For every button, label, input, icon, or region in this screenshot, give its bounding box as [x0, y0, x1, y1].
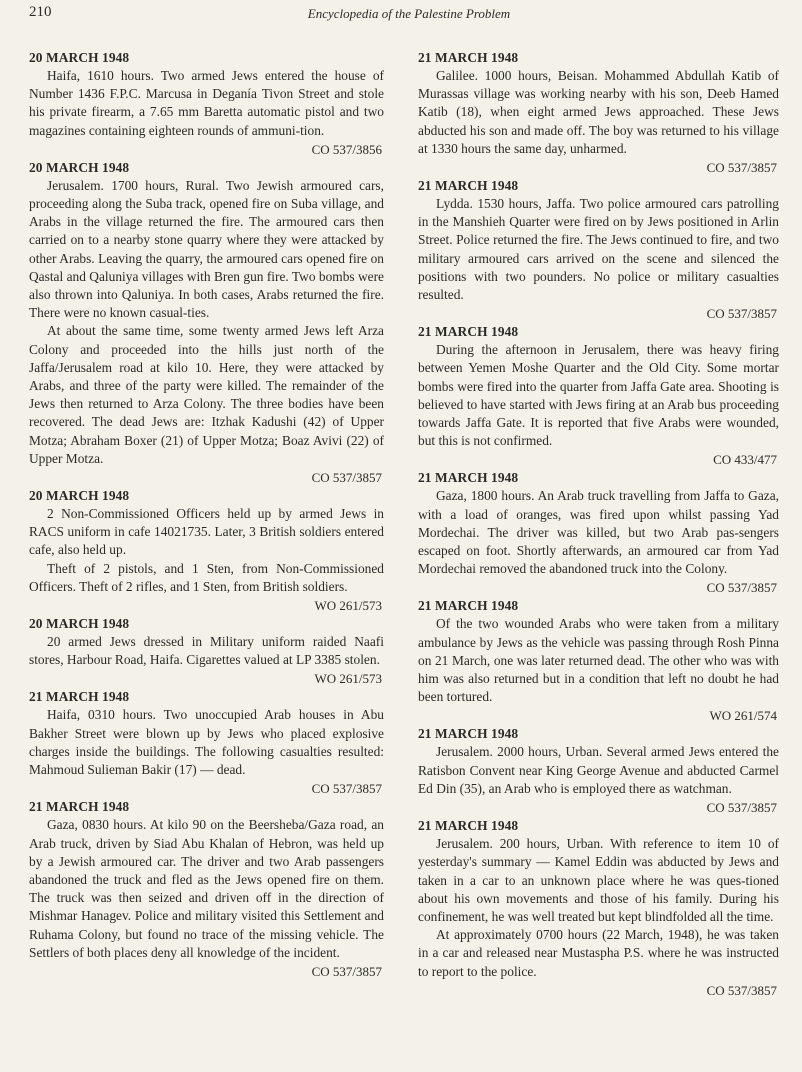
entry — [418, 597, 779, 725]
entry-paragraph: 2 Non-Commissioned Officers held up by armed Jews in RACS uniform in cafe 14021735. Later, 3 British soldiers entered cafe, also held up. — [29, 506, 384, 558]
entry — [29, 688, 384, 798]
entry-paragraph: Haifa, 0310 hours. Two unoccupied Arab houses in Abu Bakher Street were blown up by Jews who placed explosive charges inside the buildings. The following casualties resulted: Mahmoud Sulieman Bakir (17) — dead. — [29, 707, 384, 778]
source-reference: WO 261/574 — [709, 708, 777, 724]
entry — [418, 323, 779, 469]
left-column — [29, 49, 384, 981]
entry-date: 21 MARCH 1948 — [29, 799, 130, 815]
source-reference: CO 537/3857 — [706, 982, 777, 998]
running-title: Encyclopedia of the Palestine Problem — [307, 6, 511, 21]
source-reference: CO 537/3857 — [706, 580, 777, 596]
entry-paragraph: Jerusalem. 1700 hours, Rural. Two Jewish armoured cars, proceeding along the Suba track, opened fire on Suba village, and Arabs in the village returned the fire. The armoured cars then carried on to a nearby stone quarry where they were attacked by other Arabs. Leaving the quarry, the armoured cars opened fire on Qastal and Qaluniya villages with Bren gun fire. Two bombs were also thrown into Qaluniya. In both cases, Arabs returned the fire. There were no known casual-ties. — [29, 177, 384, 321]
entry-date: 20 MARCH 1948 — [29, 616, 130, 632]
source-reference: CO 537/3857 — [706, 800, 777, 816]
entry-date: 20 MARCH 1948 — [29, 50, 130, 65]
entry — [29, 49, 384, 159]
entry — [29, 615, 384, 688]
page-number: 210 — [29, 4, 52, 20]
entry-paragraph: Jerusalem. 200 hours, Urban. With reference to item 10 of yesterday's summary — Kamel Eddin was abducted by Jews and taken in a car to an unknown place where he was ques-tioned about his own movements and those of his family. During his confinement, he was well treated but kept blindfolded all the time. — [418, 836, 779, 924]
entry — [29, 487, 384, 615]
entry-date: 21 MARCH 1948 — [418, 818, 519, 834]
entry — [418, 817, 779, 1000]
source-reference: WO 261/573 — [314, 671, 382, 687]
entry-date: 21 MARCH 1948 — [418, 470, 519, 486]
entry-paragraph: Haifa, 1610 hours. Two armed Jews entered the house of Number 1436 F.P.C. Marcusa in Deganía Tivon Street and stole his private firearm, a 7.65 mm Baretta automatic pistol and two magazines containing eighteen rounds of ammuni-tion. — [29, 68, 384, 138]
entry-date: 21 MARCH 1948 — [418, 598, 519, 614]
source-reference: CO 537/3857 — [706, 160, 777, 176]
source-reference: CO 537/3857 — [311, 470, 382, 486]
entry-paragraph: At about the same time, some twenty armed Jews left Arza Colony and proceeded into the hills just north of the Jaffa/Jerusalem road at kilo 10. Here, they were attacked by Arabs, and three of the party were killed. The remainder of the Jews then returned to Arza Colony. The three bodies have been recovered. The dead Jews are: Itzhak Kadushi (42) of Upper Motza; Abraham Boxer (21) of Upper Motza; Boaz Avivi (22) of Upper Motza. — [29, 323, 384, 466]
source-reference: CO 537/3857 — [311, 781, 382, 797]
entry-paragraph: Gaza, 1800 hours. An Arab truck travelling from Jaffa to Gaza, with a load of oranges, was fired upon whilst passing Yad Mordechai. The driver was killed, but two Arab pas-sengers escaped on foot. Shortly afterwards, an armoured car from Yad Mordechai removed the abandoned truck into the Colony. — [418, 488, 779, 577]
entry-paragraph: Of the two wounded Arabs who were taken from a military ambulance by Jews as the vehicle was passing through Rosh Pinna on 21 March, one was later returned dead. The other who was with him was also returned but in a condition that left no doubt he had been tortured. — [418, 616, 779, 705]
entry-date: 21 MARCH 1948 — [418, 178, 519, 194]
entry-date: 20 MARCH 1948 — [29, 488, 130, 504]
page-header — [29, 4, 789, 26]
entry-paragraph: Lydda. 1530 hours, Jaffa. Two police armoured cars patrolling in the Manshieh Quarter were fired on by Jews positioned in Arlin Street. Police returned the fire. The Jews continued to fire, and two military armoured cars arrived on the scene and silenced the positions with two pounders. No police or military casualties resulted. — [418, 196, 779, 303]
entry-paragraph: 20 armed Jews dressed in Military uniform raided Naafi stores, Harbour Road, Haifa. Cigarettes valued at LP 3385 stolen. — [29, 634, 384, 668]
entry-paragraph: During the afternoon in Jerusalem, there was heavy firing between Yemen Moshe Quarter and the Old City. Some mortar bombs were fired into the quarter from Jaffa Gate area. Shooting is believed to have started with Jews firing at an Arab bus proceeding towards Jaffa Gate. It is reported that five Arabs were wounded, but this is not confirmed. — [418, 342, 779, 449]
entry-date: 21 MARCH 1948 — [418, 50, 519, 65]
entry-paragraph: Theft of 2 pistols, and 1 Sten, from Non-Commissioned Officers. Theft of 2 rifles, and 1 Sten, from British soldiers. — [29, 560, 384, 594]
entry — [418, 725, 779, 817]
entry-date: 20 MARCH 1948 — [29, 159, 130, 175]
entry-date: 21 MARCH 1948 — [418, 726, 519, 742]
entry-date: 21 MARCH 1948 — [418, 324, 519, 340]
source-reference: CO 537/3857 — [706, 306, 777, 322]
source-reference: CO 537/3856 — [311, 141, 382, 157]
source-reference: CO 537/3857 — [311, 963, 382, 979]
entry-paragraph: Jerusalem. 2000 hours, Urban. Several armed Jews entered the Ratisbon Convent near King George Avenue and abducted Carmel Ed Din (35), an Arab who is employed there as watchman. — [418, 744, 779, 796]
entry-date: 21 MARCH 1948 — [29, 689, 130, 705]
source-reference: CO 433/477 — [713, 452, 777, 468]
entry-paragraph: At approximately 0700 hours (22 March, 1948), he was taken in a car and released near Mustaspha P.S. where he was instructed to report to the police. — [418, 927, 779, 979]
entry — [418, 177, 779, 323]
entry-paragraph: Gaza, 0830 hours. At kilo 90 on the Beersheba/Gaza road, an Arab truck, driven by Siad Abu Khalan of Hebron, was held up by a Jewish armoured car. The driver and two Arab passengers abandoned the truck and fled as the Jews opened fire on them. The truck was then seized and driven off in the direction of Mishmar Hanagev. Police and military visited this Settlement and Ruhama Colony, but found no trace of the missing vehicle. The Settlers of both places deny all knowledge of the incident. — [29, 817, 384, 960]
entry — [418, 469, 779, 597]
entry — [29, 159, 384, 487]
right-column — [418, 49, 779, 1000]
entry — [418, 49, 779, 177]
source-reference: WO 261/573 — [314, 598, 382, 614]
entry — [29, 798, 384, 981]
entry-paragraph: Galilee. 1000 hours, Beisan. Mohammed Abdullah Katib of Murassas village was working nearby with his son, Deeb Hamed Katib (18), when eight armed Jews approached. These Jews abducted his son and made off. The boy was returned to his village at 1330 hours the same day, unharmed. — [418, 68, 779, 156]
